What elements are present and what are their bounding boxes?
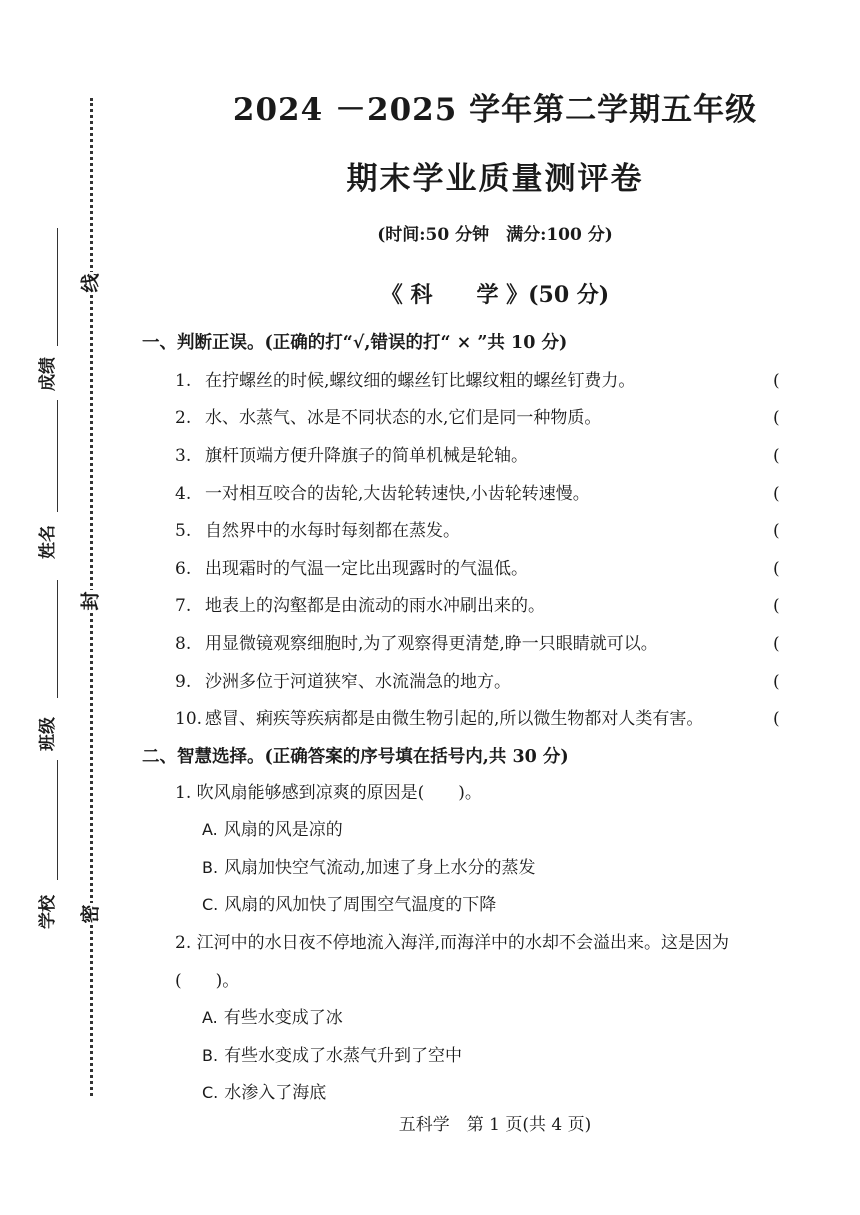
judge-item: 10. 感冒、痢疾等疾病都是由微生物引起的,所以微生物都对人类有害。 — [175, 709, 704, 729]
choice-question: 2. 江河中的水日夜不停地流入海洋,而海洋中的水却不会溢出来。这是因为 — [175, 933, 730, 953]
answer-paren: ( — [773, 672, 780, 692]
seal-char-line: 线 — [79, 273, 102, 293]
name-line — [57, 400, 58, 512]
answer-paren: ( — [773, 709, 780, 729]
answer-paren: ( — [773, 521, 780, 541]
judge-item: 2. 水、水蒸气、冰是不同状态的水,它们是同一种物质。 — [175, 408, 602, 428]
seal-char-seal: 封 — [79, 591, 102, 611]
judge-item: 3. 旗杆顶端方便升降旗子的简单机械是轮轴。 — [175, 446, 528, 466]
score-label: 成绩 — [38, 357, 58, 391]
answer-paren: ( — [773, 371, 780, 391]
exam-title-line2: 期末学业质量测评卷 — [346, 161, 644, 197]
school-line — [57, 760, 58, 880]
class-label: 班级 — [38, 717, 58, 751]
answer-paren: ( — [773, 446, 780, 466]
name-label: 姓名 — [38, 525, 58, 559]
seal-char-secret: 密 — [79, 904, 102, 924]
judge-item: 7. 地表上的沟壑都是由流动的雨水冲刷出来的。 — [175, 596, 545, 616]
choice-option: C. 风扇的风加快了周围空气温度的下降 — [202, 895, 497, 915]
choice-question: 1. 吹风扇能够感到凉爽的原因是( )。 — [175, 783, 482, 803]
exam-title-line1: 2024 －2025 学年第二学期五年级 — [232, 92, 758, 128]
choice-option: A. 有些水变成了冰 — [202, 1008, 343, 1028]
answer-paren: ( — [773, 634, 780, 654]
score-line — [57, 228, 58, 346]
choice-option: B. 有些水变成了水蒸气升到了空中 — [202, 1046, 463, 1066]
answer-paren: ( — [773, 559, 780, 579]
class-line — [57, 580, 58, 698]
judge-item: 5. 自然界中的水每时每刻都在蒸发。 — [175, 521, 460, 541]
judge-item: 1. 在拧螺丝的时候,螺纹细的螺丝钉比螺纹粗的螺丝钉费力。 — [175, 371, 636, 391]
section1-title: 一、判断正误。(正确的打“√,错误的打“ × ”共 10 分) — [142, 333, 568, 353]
choice-option: B. 风扇加快空气流动,加速了身上水分的蒸发 — [202, 858, 536, 878]
judge-item: 8. 用显微镜观察细胞时,为了观察得更清楚,睁一只眼睛就可以。 — [175, 634, 658, 654]
judge-item: 6. 出现霜时的气温一定比出现露时的气温低。 — [175, 559, 528, 579]
answer-paren: ( — [773, 596, 780, 616]
answer-paren: ( — [773, 408, 780, 428]
answer-blank: ( )。 — [175, 971, 240, 991]
judge-item: 4. 一对相互咬合的齿轮,大齿轮转速快,小齿轮转速慢。 — [175, 484, 590, 504]
choice-option: A. 风扇的风是凉的 — [202, 820, 343, 840]
choice-option: C. 水渗入了海底 — [202, 1083, 327, 1103]
answer-paren: ( — [773, 484, 780, 504]
section2-title: 二、智慧选择。(正确答案的序号填在括号内,共 30 分) — [142, 747, 569, 767]
school-label: 学校 — [38, 895, 58, 929]
page-footer: 五科学 第 1 页(共 4 页) — [398, 1115, 592, 1135]
exam-meta: (时间:50 分钟 满分:100 分) — [377, 225, 613, 245]
judge-item: 9. 沙洲多位于河道狭窄、水流湍急的地方。 — [175, 672, 511, 692]
subject-heading: 《 科 学 》(50 分) — [380, 282, 610, 308]
